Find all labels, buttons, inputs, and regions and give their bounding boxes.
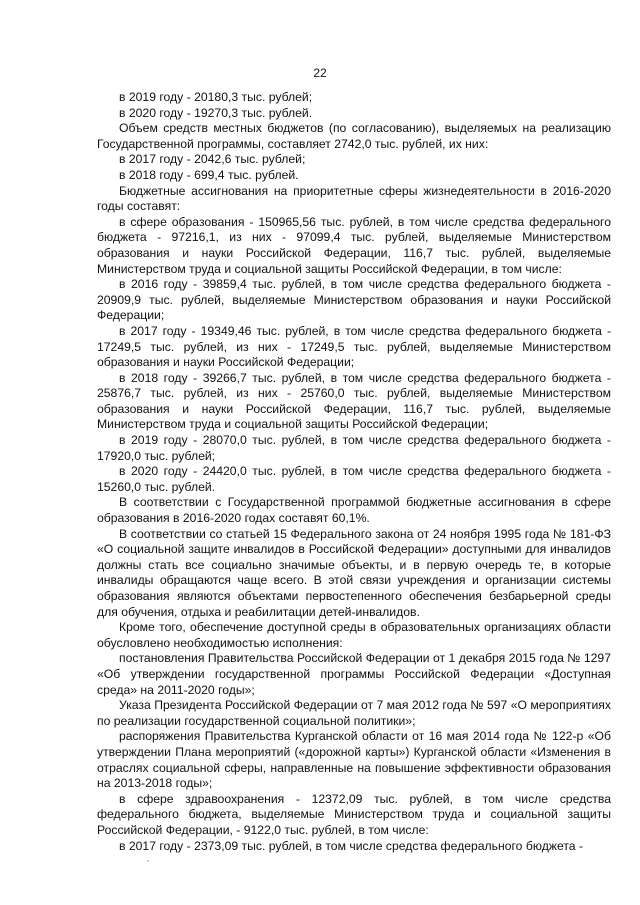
paragraph: в 2016 году - 39859,4 тыс. рублей, в том числе средства федерального бюджета - 20909,9 тыс. рублей, выделяемые Министерством образования и науки Российской Федерации; [97,277,611,323]
paragraph: постановления Правительства Российской Федерации от 1 декабря 2015 года № 1297 «Об утверждении государственной программы Российской Федерации «Доступная среда» на 2011-2020 годы»; [97,651,611,697]
paragraph: Кроме того, обеспечение доступной среды в образовательных организациях области обусловлено необходимостью исполнения: [97,620,611,650]
paragraph: в 2018 году - 699,4 тыс. рублей. [119,167,299,182]
paragraph: в 2017 году - 2373,09 тыс. рублей, в том числе средства федерального бюджета - [119,838,584,853]
page-number: 22 [313,66,327,80]
paragraph: В соответствии с Государственной программой бюджетные ассигнования в сфере образования в 2016-2020 годах составят 60,1%. [97,495,611,526]
paragraph: в 2017 году - 2042,6 тыс. рублей; [119,152,306,167]
paragraph: Указа Президента Российской Федерации от 7 мая 2012 года № 597 «О мероприятиях по реализации государственной социальной политики»; [97,698,611,728]
paragraph: Бюджетные ассигнования на приоритетные сферы жизнедеятельности в 2016-2020 годы составят: [97,183,611,214]
paragraph: в 2017 году - 19349,46 тыс. рублей, в том числе средства федерального бюджета - 17249,5 тыс. рублей, из них - 17249,5 тыс. рублей, выделяемые Министерством образования и науки Российской Федерации; [97,323,611,370]
paragraph: Объем средств местных бюджетов (по согласованию), выделяемых на реализацию Государственной программы, составляет 2742,0 тыс. рублей, их них: [97,121,611,151]
document-body [97,90,611,854]
paragraph: в сфере здравоохранения - 12372,09 тыс. рублей, в том числе средства федерального бюджета, выделяемые Министерством труда и социальной защиты Российской Федерации, - 9122,0 тыс. рублей, в том числе: [97,791,611,837]
paragraph: в сфере образования - 150965,56 тыс. рублей, в том числе средства федерального бюджета - 97216,1, из них - 97099,4 тыс. рублей, выделяемые Министерством образования и науки Российской Федерации, 116,7 тыс. рублей, выделяемые Министерством труда и социальной защиты Российской Федерации, в том числе: [97,214,611,276]
paragraph: В соответствии со статьей 15 Федерального закона от 24 ноября 1995 года № 181-ФЗ «О социальной защите инвалидов в Российской Федерации» доступными для инвалидов должны стать все социально значимые объекты, и в первую очередь те, в которые инвалиды обращаются чаще всего. В этой связи учреждения и организации системы образования являются объектами первостепенного обеспечения безбарьерной среды для обучения, отдыха и реабилитации детей-инвалидов. [97,526,611,619]
scan-artifact-dot [147,860,149,862]
paragraph: в 2020 году - 24420,0 тыс. рублей, в том числе средства федерального бюджета - 15260,0 тыс. рублей. [97,464,611,494]
paragraph: в 2020 году - 19270,3 тыс. рублей. [119,105,313,120]
paragraph: распоряжения Правительства Курганской области от 16 мая 2014 года № 122-р «Об утверждении Плана мероприятий («дорожной карты») Курганской области «Изменения в отраслях социальной сферы, направленные на повышение эффективности образования на 2013-2018 годы»; [97,729,611,791]
paragraph: в 2019 году - 20180,3 тыс. рублей; [119,90,313,104]
paragraph: в 2019 году - 28070,0 тыс. рублей, в том числе средства федерального бюджета - 17920,0 тыс. рублей; [97,433,611,463]
paragraph: в 2018 году - 39266,7 тыс. рублей, в том числе средства федерального бюджета - 25876,7 тыс. рублей, из них - 25760,0 тыс. рублей, выделяемые Министерством образования и науки Российской Федерации, 116,7 тыс. рублей, выделяемые Министерством труда и социальной защиты Российской Федерации; [97,370,611,432]
